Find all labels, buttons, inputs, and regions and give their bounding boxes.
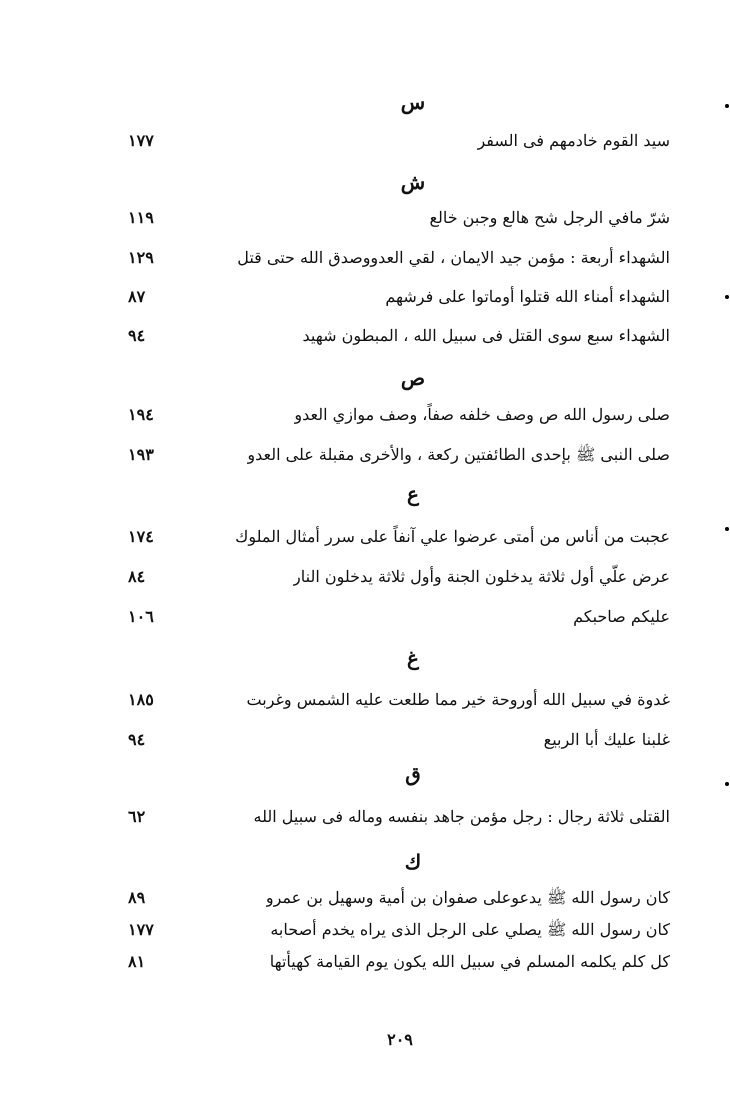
entry-page: ١٧٧	[128, 920, 154, 939]
entry-text: القتلى ثلاثة رجال : رجل مؤمن جاهد بنفسه وماله فى سبيل الله	[253, 807, 670, 826]
margin-mark	[725, 295, 729, 299]
entry-text: كل كلم يكلمه المسلم في سبيل الله يكون يوم القيامة كهيأتها	[269, 952, 670, 971]
margin-mark	[725, 104, 729, 108]
entry-text: عليكم صاحبكم	[573, 607, 670, 626]
index-entry	[110, 913, 670, 947]
section-letter-shin: ش	[400, 170, 426, 194]
entry-text: كان رسول الله ﷺ يدعوعلى صفوان بن أمية وسهيل بن عمرو	[265, 888, 670, 907]
index-entry	[110, 201, 670, 235]
entry-page: ٨١	[128, 952, 146, 971]
entry-page: ٩٤	[128, 326, 146, 345]
entry-page: ١٨٥	[128, 690, 154, 709]
entry-page: ١٧٤	[128, 527, 154, 546]
entry-page: ٨٤	[128, 567, 146, 586]
index-entry	[110, 124, 670, 158]
index-entry	[110, 881, 670, 915]
entry-text: صلى رسول الله ص وصف خلفه صفاً، وصف موازي العدو	[294, 405, 670, 424]
entry-text: غدوة في سبيل الله أوروحة خير مما طلعت عليه الشمس وغربت	[246, 690, 670, 709]
page-number: ٢٠٩	[387, 1030, 413, 1049]
margin-mark	[725, 782, 729, 786]
entry-text: الشهداء سبع سوى القتل فى سبيل الله ، المبطون شهيد	[302, 326, 670, 345]
entry-text: صلى النبى ﷺ بإحدى الطائفتين ركعة ، والأخرى مقبلة على العدو	[247, 445, 670, 464]
entry-text: الشهداء أربعة : مؤمن جيد الايمان ، لقي العدووصدق الله حتى قتل	[237, 248, 670, 267]
index-entry	[110, 600, 670, 634]
entry-text: كان رسول الله ﷺ يصلي على الرجل الذى يراه يخدم أصحابه	[270, 920, 670, 939]
index-entry	[110, 438, 670, 472]
entry-text: الشهداء أمناء الله قتلوا أوماتوا على فرشهم	[385, 287, 670, 306]
index-entry	[110, 723, 670, 757]
section-letter-sad: ص	[400, 366, 426, 390]
index-entry	[110, 683, 670, 717]
entry-text: عرض علّي أول ثلاثة يدخلون الجنة وأول ثلاثة يدخلون النار	[293, 567, 670, 586]
entry-page: ٨٧	[128, 287, 146, 306]
section-letter-kaf: ك	[404, 850, 422, 874]
entry-page: ٦٢	[128, 807, 146, 826]
margin-mark	[725, 527, 729, 531]
entry-page: ١٩٤	[128, 405, 154, 424]
index-entry	[110, 520, 670, 554]
index-entry	[110, 560, 670, 594]
index-entry	[110, 398, 670, 432]
entry-page: ٩٤	[128, 730, 146, 749]
section-letter-ayn: ع	[407, 482, 419, 506]
section-letter-qaf: ق	[405, 762, 421, 786]
entry-page: ١٢٩	[128, 248, 154, 267]
entry-text: سيد القوم خادمهم فى السفر	[477, 131, 670, 150]
entry-page: ١٩٣	[128, 445, 154, 464]
entry-text: عجبت من أناس من أمتى عرضوا علي آنفاً على سرر أمثال الملوك	[235, 527, 670, 546]
section-letter-ghayn: غ	[407, 646, 419, 670]
entry-page: ١١٩	[128, 208, 154, 227]
section-letter-sin: س	[400, 90, 426, 114]
entry-text: غلبنا عليك أبا الربيع	[543, 730, 670, 749]
index-entry	[110, 945, 670, 979]
entry-text: شرّ مافي الرجل شح هالع وجبن خالع	[429, 208, 670, 227]
index-entry	[110, 319, 670, 353]
index-entry	[110, 800, 670, 834]
index-entry	[110, 241, 670, 275]
index-entry	[110, 280, 670, 314]
entry-page: ٨٩	[128, 888, 146, 907]
entry-page: ١٧٧	[128, 131, 154, 150]
entry-page: ١٠٦	[128, 607, 154, 626]
